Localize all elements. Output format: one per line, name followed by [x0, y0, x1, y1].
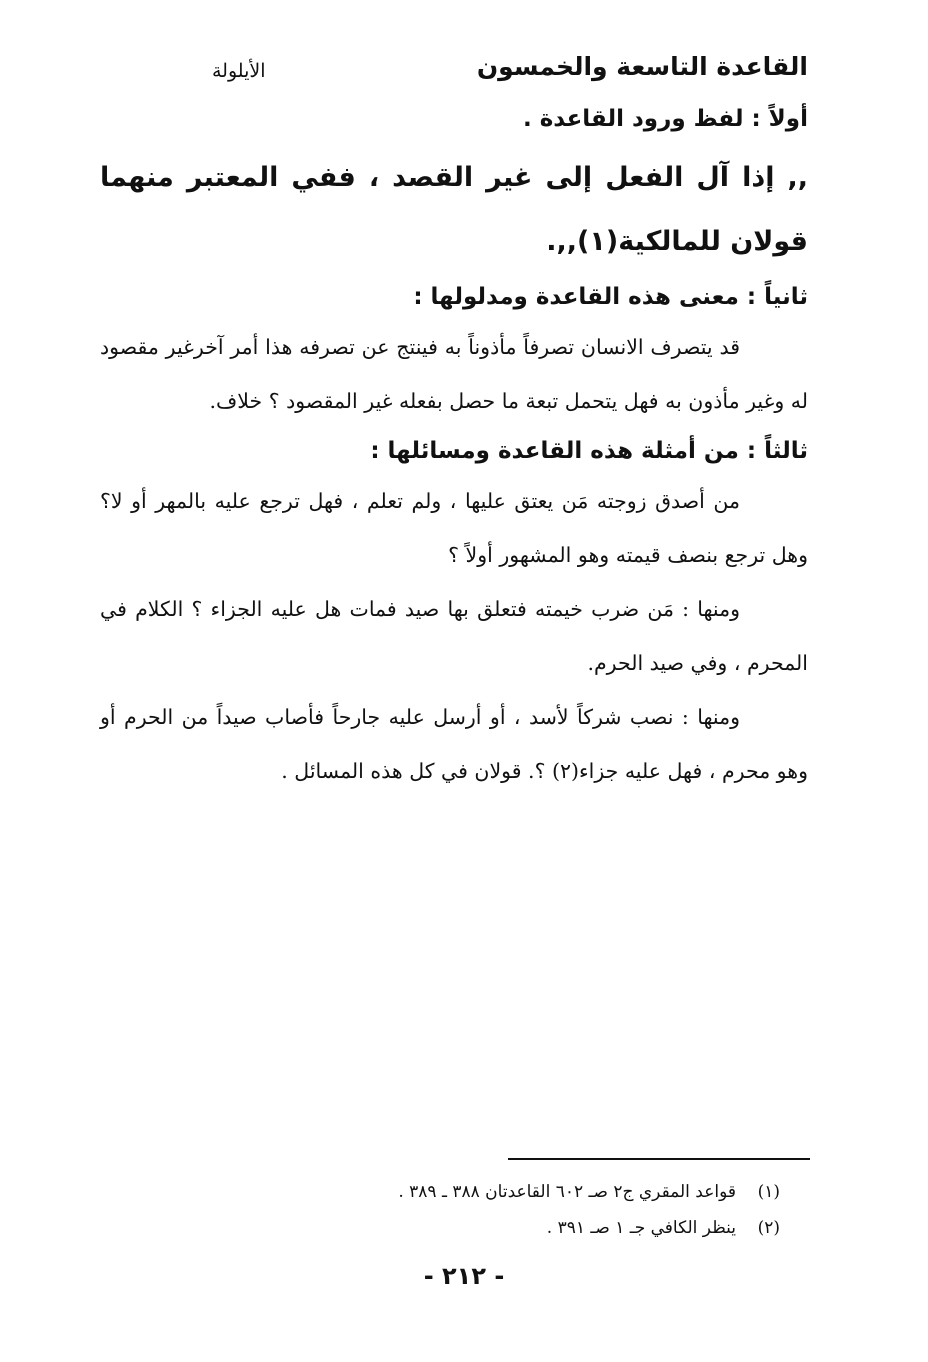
- section-3-heading: ثالثاً : من أمثلة هذه القاعدة ومسائلها :: [370, 438, 808, 464]
- footnote-1: [220, 1174, 780, 1210]
- example-paragraph-2: ومنها : مَن ضرب خيمته فتعلق بها صيد فمات هل عليه الجزاء ؟ الكلام في المحرم ، وفي صيد الحرم.: [100, 597, 808, 675]
- section-label: الأيلولة: [212, 60, 266, 82]
- page-number: - ٢١٢ -: [423, 1262, 505, 1290]
- footnote-2-text: ينظر الكافي جـ ١ صـ ٣٩١ .: [546, 1218, 736, 1238]
- running-head: [100, 50, 808, 94]
- footnote-2: [220, 1210, 780, 1246]
- rule-statement-quote: ,, إذا آل الفعل إلى غير القصد ، ففي المعتبر منهما قولان للمالكية(١),,.: [100, 162, 808, 257]
- footnotes: [220, 1174, 780, 1246]
- footnote-2-number: (٢): [757, 1218, 780, 1238]
- section-2-paragraph: قد يتصرف الانسان تصرفاً مأذوناً به فينتج عن تصرفه هذا أمر آخرغير مقصود له وغير مأذون به فهل يتحمل تبعة ما حصل بفعله غير المقصود ؟ خلاف.: [100, 335, 808, 413]
- footnote-1-number: (١): [757, 1182, 780, 1202]
- chapter-title: القاعدة التاسعة والخمسون: [476, 52, 808, 81]
- section-1-heading: أولاً : لفظ ورود القاعدة .: [522, 106, 808, 132]
- example-paragraph-3: ومنها : نصب شركاً لأسد ، أو أرسل عليه جارحاً فأصاب صيداً من الحرم أو وهو محرم ، فهل عليه جزاء(٢) ؟. قولان في كل هذه المسائل .: [100, 705, 808, 783]
- section-2-heading: ثانياً : معنى هذه القاعدة ومدلولها :: [413, 284, 808, 310]
- footnote-1-text: قواعد المقري ج٢ صـ ٦٠٢ القاعدتان ٣٨٨ ـ ٣٨٩ .: [398, 1182, 736, 1202]
- footnote-divider: [508, 1158, 810, 1160]
- example-paragraph-1: من أصدق زوجته مَن يعتق عليها ، ولم تعلم ، فهل ترجع عليه بالمهر أو لا؟ وهل ترجع بنصف قيمته وهو المشهور أولاً ؟: [100, 489, 808, 567]
- page-body: [100, 96, 808, 798]
